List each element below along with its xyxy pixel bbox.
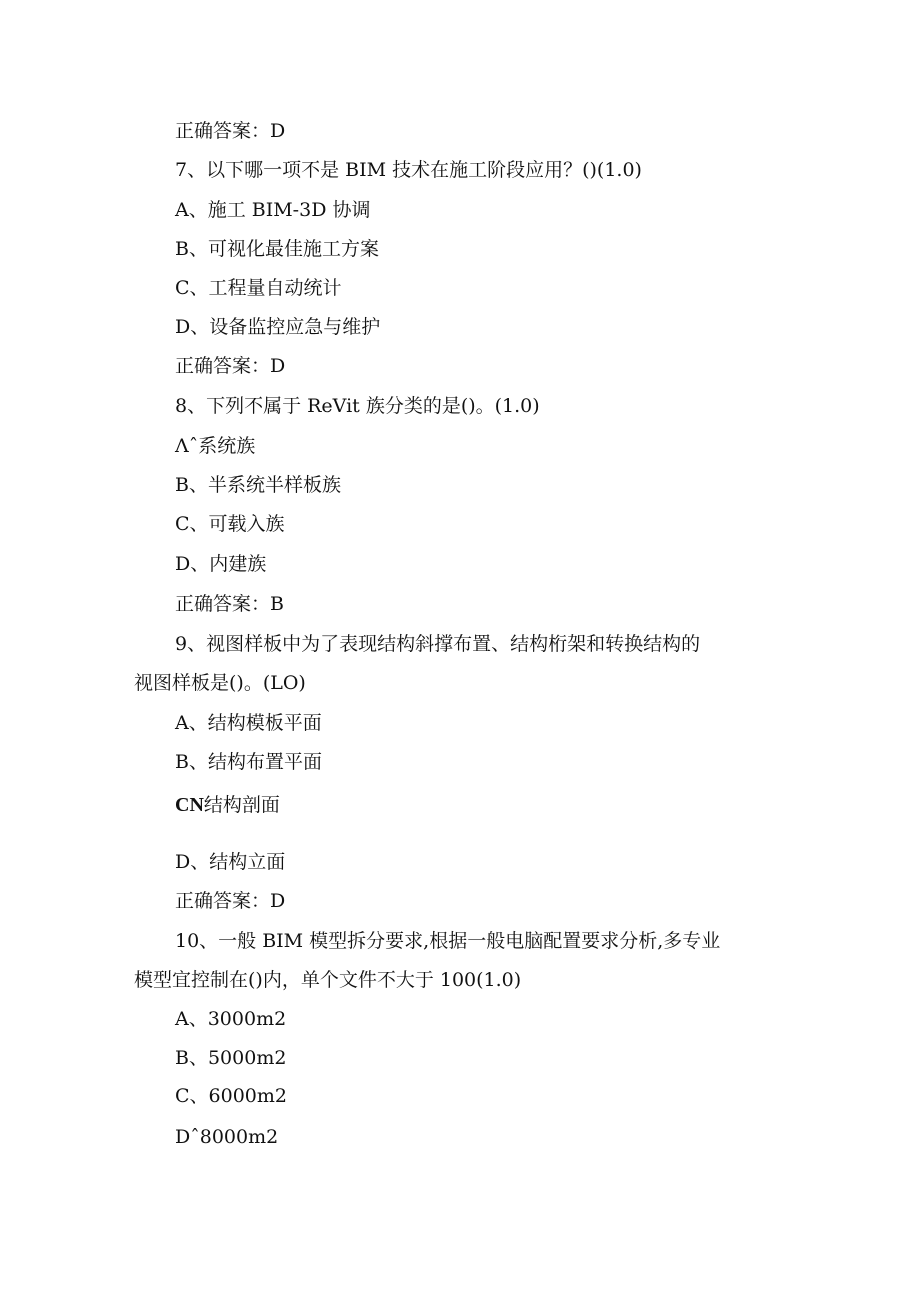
q8-question: 8、下列不属于 ReVit 族分类的是()。(1.0) <box>175 395 540 417</box>
q9-question-line1: 9、视图样板中为了表现结构斜撑布置、结构桁架和转换结构的 <box>175 633 701 655</box>
q10-option-b: B、5000m2 <box>175 1047 287 1069</box>
q8-answer: 正确答案：B <box>175 593 284 615</box>
q7-option-b: B、可视化最佳施工方案 <box>175 238 379 260</box>
q7-option-c: C、工程量自动统计 <box>175 277 342 299</box>
q7-option-a: A、施工 BIM-3D 协调 <box>175 199 371 221</box>
q9-option-b: B、结构布置平面 <box>175 751 322 773</box>
q10-option-d: Dˆ8000m2 <box>175 1126 279 1148</box>
q8-option-c: C、可载入族 <box>175 513 285 535</box>
q8-option-d: D、内建族 <box>175 553 267 575</box>
q10-option-c: C、6000m2 <box>175 1085 287 1107</box>
q9-option-c-text: 结构剖面 <box>203 794 280 816</box>
q9-option-d: D、结构立面 <box>175 851 286 873</box>
q9-question-line2: 视图样板是()。(LO) <box>134 672 306 694</box>
q6-answer: 正确答案：D <box>175 120 286 142</box>
q7-answer: 正确答案：D <box>175 355 286 377</box>
q10-option-a: A、3000m2 <box>175 1008 287 1030</box>
q9-option-c <box>175 793 280 817</box>
q8-option-a: Λˆ系统族 <box>175 435 256 457</box>
q10-question-line1: 10、一般 BIM 模型拆分要求,根据一般电脑配置要求分析,多专业 <box>175 930 721 952</box>
q9-option-c-marker: CN <box>175 794 204 816</box>
q7-question: 7、以下哪一项不是 BIM 技术在施工阶段应用？()(1.0) <box>175 159 642 181</box>
q9-answer: 正确答案：D <box>175 890 286 912</box>
q8-option-b: B、半系统半样板族 <box>175 474 341 496</box>
q10-question-line2: 模型宜控制在()内，单个文件不大于 100(1.0) <box>134 969 522 991</box>
q7-option-d: D、设备监控应急与维护 <box>175 316 381 338</box>
q9-option-a: A、结构模板平面 <box>175 712 322 734</box>
